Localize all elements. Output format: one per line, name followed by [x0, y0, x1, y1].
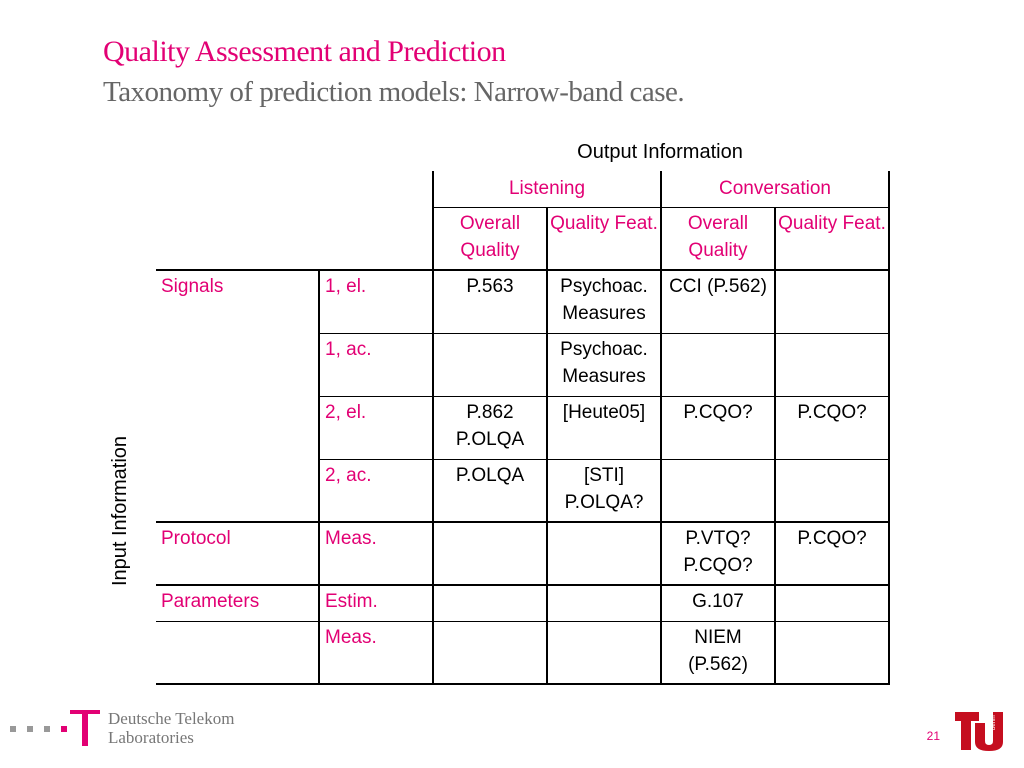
- row-type: 2, el.: [319, 396, 433, 459]
- table-row: [156, 585, 889, 621]
- taxonomy-table: [156, 171, 890, 685]
- input-information-label: Input Information: [109, 435, 131, 587]
- table-cell: Psychoac. Measures: [547, 333, 661, 396]
- row-type: 1, ac.: [319, 333, 433, 396]
- table-cell: [775, 333, 889, 396]
- table-cell: [547, 522, 661, 585]
- table-cell: [775, 270, 889, 333]
- table-row: [156, 621, 889, 684]
- table-cell: [433, 585, 547, 621]
- tu-berlin-logo: [955, 710, 1005, 752]
- row-category: [156, 621, 319, 684]
- logo-text-line2: Laboratories: [108, 728, 194, 747]
- sub-header-cell: Overall Quality: [433, 207, 547, 270]
- sub-header-row: [156, 207, 889, 270]
- table-cell: [STI] P.OLQA?: [547, 459, 661, 522]
- table-row: [156, 459, 889, 522]
- group-header-conversation: Conversation: [661, 171, 889, 207]
- table-cell: NIEM (P.562): [661, 621, 775, 684]
- table-cell: P.862 P.OLQA: [433, 396, 547, 459]
- output-information-label: Output Information: [577, 141, 743, 163]
- table-cell: Psychoac. Measures: [547, 270, 661, 333]
- row-category: [156, 396, 319, 459]
- table-cell: [433, 333, 547, 396]
- table-cell: [661, 333, 775, 396]
- tu-logo-text: berlin: [991, 715, 997, 730]
- table-cell: P.CQO?: [661, 396, 775, 459]
- table-cell: [775, 459, 889, 522]
- row-category: Parameters: [156, 585, 319, 621]
- page-number: 21: [926, 729, 940, 743]
- table-row: [156, 270, 889, 333]
- table-cell: CCI (P.562): [661, 270, 775, 333]
- table-cell: P.563: [433, 270, 547, 333]
- row-category: Protocol: [156, 522, 319, 585]
- table-cell: [433, 522, 547, 585]
- row-category: [156, 333, 319, 396]
- table-cell: P.OLQA: [433, 459, 547, 522]
- row-category: Signals: [156, 270, 319, 333]
- slide-subtitle: Taxonomy of prediction models: Narrow-band case.: [103, 76, 685, 108]
- table-cell: G.107: [661, 585, 775, 621]
- row-type: Meas.: [319, 621, 433, 684]
- sub-header-cell: Quality Feat.: [775, 207, 889, 270]
- row-type: 2, ac.: [319, 459, 433, 522]
- table-cell: P.CQO?: [775, 522, 889, 585]
- sub-header-cell: Overall Quality: [661, 207, 775, 270]
- table-row: [156, 396, 889, 459]
- row-type: 1, el.: [319, 270, 433, 333]
- table-row: [156, 333, 889, 396]
- sub-header-cell: Quality Feat.: [547, 207, 661, 270]
- telekom-t-logo: [70, 710, 100, 746]
- table-cell: [Heute05]: [547, 396, 661, 459]
- row-type: Estim.: [319, 585, 433, 621]
- row-category: [156, 459, 319, 522]
- group-header-row: [156, 171, 889, 207]
- table-cell: [433, 621, 547, 684]
- table-cell: P.CQO?: [775, 396, 889, 459]
- row-type: Meas.: [319, 522, 433, 585]
- table-cell: [661, 459, 775, 522]
- table-cell: [775, 621, 889, 684]
- table-cell: [547, 621, 661, 684]
- logo-text-line1: Deutsche Telekom: [108, 709, 235, 728]
- slide-title: Quality Assessment and Prediction: [103, 35, 506, 68]
- table-cell: [775, 585, 889, 621]
- table-row: [156, 522, 889, 585]
- company-logo-text: [108, 709, 234, 747]
- table-cell: P.VTQ? P.CQO?: [661, 522, 775, 585]
- table-cell: [547, 585, 661, 621]
- group-header-listening: Listening: [433, 171, 661, 207]
